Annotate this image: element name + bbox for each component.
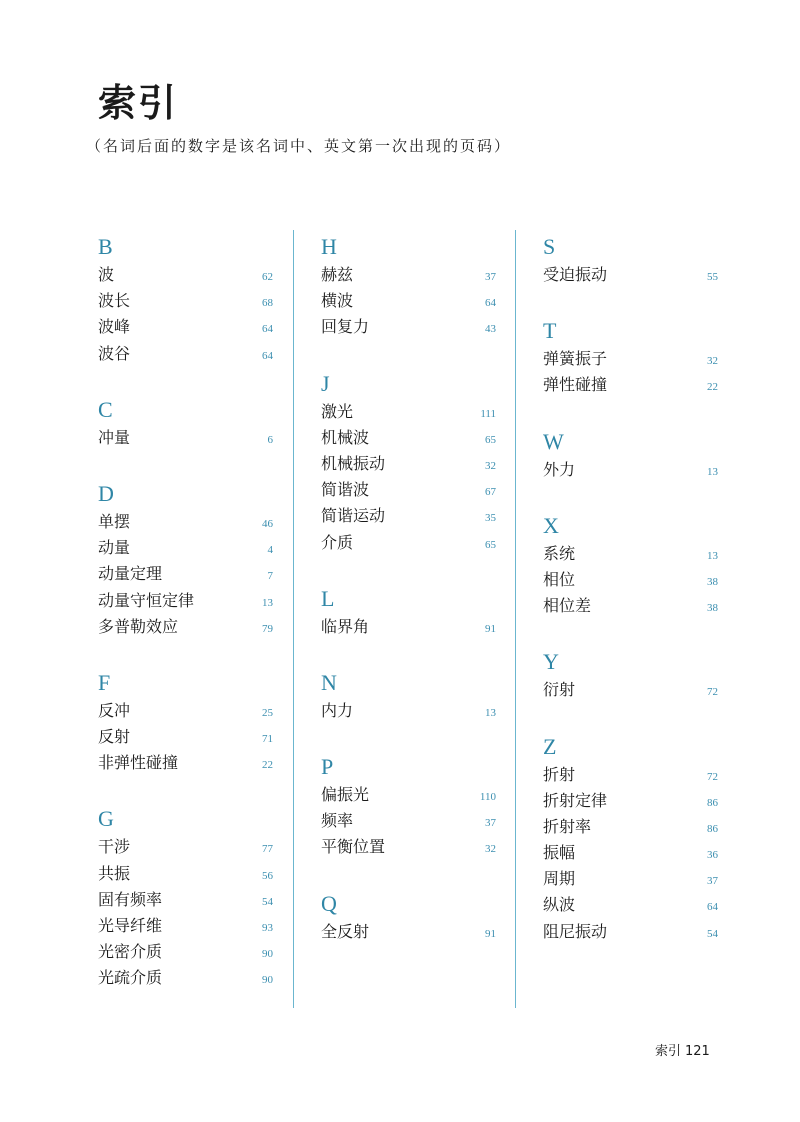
index-term: 赫兹	[321, 265, 354, 284]
index-page-number: 13	[262, 596, 273, 609]
index-section-g	[98, 804, 273, 991]
section-letter: X	[543, 512, 559, 538]
index-entry	[321, 530, 496, 556]
index-page-number: 72	[707, 686, 718, 699]
index-column-3	[543, 232, 718, 945]
index-term: 机械振动	[321, 453, 386, 473]
index-entry	[321, 451, 496, 477]
section-letter: Y	[543, 649, 559, 675]
index-page-number: 36	[707, 849, 718, 862]
index-entry	[543, 788, 718, 814]
index-page-number: 32	[485, 459, 496, 472]
index-entry	[321, 425, 496, 451]
index-section-d	[98, 479, 273, 640]
index-section-c	[98, 395, 273, 451]
index-entry	[321, 782, 496, 808]
index-page-number: 93	[262, 922, 273, 934]
index-entry	[98, 341, 273, 367]
index-page-number: 86	[707, 822, 718, 835]
index-entry	[98, 834, 273, 860]
section-letter: C	[98, 396, 113, 422]
index-page-number: 7	[267, 570, 273, 583]
index-term: 折射率	[543, 816, 592, 836]
index-page-number: 37	[707, 875, 718, 888]
index-page-number: 22	[707, 381, 718, 394]
index-entry	[321, 314, 496, 340]
index-entry	[321, 503, 496, 529]
index-page-number: 13	[707, 465, 718, 478]
index-entry	[98, 561, 273, 587]
index-section-w	[543, 427, 718, 483]
index-section-j	[321, 369, 496, 556]
index-entry	[98, 724, 273, 750]
index-term: 弹性碰撞	[543, 375, 608, 395]
index-page-number: 32	[485, 843, 496, 856]
index-term: 受迫振动	[543, 265, 608, 284]
index-term: 动量	[98, 538, 131, 558]
column-divider	[515, 230, 516, 1008]
index-term: 介质	[321, 532, 354, 552]
index-section-x	[543, 511, 718, 620]
index-term: 外力	[543, 459, 576, 479]
index-page-number: 4	[267, 544, 273, 557]
index-entry	[98, 939, 273, 965]
index-term: 波峰	[98, 317, 131, 337]
index-term: 波长	[98, 291, 131, 311]
page-subtitle: （名词后面的数字是该名词中、英文第一次出现的页码）	[86, 137, 512, 155]
index-term: 横波	[321, 291, 354, 311]
section-letter: S	[543, 234, 556, 259]
index-term: 干涉	[98, 837, 131, 857]
page-footer	[655, 1043, 714, 1061]
index-entry	[98, 614, 273, 640]
index-page-number: 65	[485, 538, 496, 551]
index-page-number: 71	[262, 733, 273, 746]
index-page-number: 91	[485, 622, 496, 635]
index-term: 相位	[543, 569, 576, 589]
footer-label: 索引	[655, 1044, 682, 1059]
index-entry	[98, 887, 273, 913]
index-section-t	[543, 316, 718, 398]
index-entry	[321, 477, 496, 503]
index-term: 频率	[321, 811, 354, 831]
index-entry	[543, 892, 718, 918]
index-page-number: 54	[262, 895, 273, 908]
index-page-number: 13	[707, 549, 718, 562]
index-term: 光疏介质	[98, 968, 163, 988]
section-letter: Z	[543, 733, 557, 759]
index-entry	[543, 919, 718, 945]
index-term: 共振	[98, 863, 131, 883]
index-page-number: 46	[262, 517, 273, 530]
section-letter: D	[98, 480, 114, 506]
index-page-number: 54	[707, 927, 718, 940]
index-term: 机械波	[321, 427, 370, 447]
index-section-f	[98, 668, 273, 777]
index-entry	[98, 861, 273, 887]
index-entry	[543, 567, 718, 593]
index-term: 相位差	[543, 596, 592, 616]
index-term: 衍射	[543, 680, 576, 700]
index-term: 反冲	[98, 700, 131, 720]
index-page-number: 111	[480, 407, 496, 420]
index-entry	[98, 698, 273, 724]
index-entry	[543, 677, 718, 703]
index-term: 波	[98, 265, 115, 284]
index-page-number: 35	[485, 512, 496, 525]
index-page-number: 86	[707, 796, 718, 809]
index-term: 波谷	[98, 343, 131, 363]
index-term: 单摆	[98, 511, 131, 531]
section-letter: W	[543, 428, 564, 454]
index-section-b	[98, 232, 273, 367]
index-column-2	[321, 232, 496, 945]
index-term: 全反射	[321, 921, 370, 941]
section-letter: J	[321, 370, 330, 396]
index-page-number: 91	[485, 927, 496, 940]
index-entry	[321, 288, 496, 314]
index-term: 折射	[543, 764, 576, 784]
index-entry	[543, 814, 718, 840]
index-page-number: 37	[485, 817, 496, 830]
index-term: 冲量	[98, 427, 131, 447]
index-section-n	[321, 668, 496, 724]
index-entry	[543, 372, 718, 398]
index-page-number: 65	[485, 433, 496, 446]
index-entry	[543, 866, 718, 892]
section-letter: H	[321, 234, 337, 259]
index-entry	[543, 840, 718, 866]
index-page-number: 22	[262, 759, 273, 772]
index-entry	[321, 262, 496, 288]
index-entry	[543, 593, 718, 619]
index-page-number: 72	[707, 770, 718, 783]
index-section-y	[543, 647, 718, 703]
section-letter: N	[321, 669, 337, 695]
index-term: 反射	[98, 727, 131, 747]
index-term: 系统	[543, 543, 576, 563]
column-divider	[293, 230, 294, 1008]
section-letter: T	[543, 318, 557, 344]
index-page-number: 25	[262, 706, 273, 719]
index-entry	[98, 750, 273, 776]
index-entry	[98, 314, 273, 340]
index-page-number: 38	[707, 602, 718, 615]
index-term: 折射定律	[543, 790, 608, 810]
index-entry	[321, 614, 496, 640]
index-page-number: 77	[262, 843, 273, 856]
index-section-h	[321, 232, 496, 341]
index-page-number: 90	[262, 948, 273, 961]
index-term: 振幅	[543, 843, 576, 863]
index-page-number: 56	[262, 869, 273, 882]
index-section-p	[321, 752, 496, 861]
index-entry	[98, 425, 273, 451]
index-page-number: 79	[262, 622, 273, 635]
index-term: 阻尼振动	[543, 921, 608, 941]
index-page-number: 67	[485, 486, 496, 499]
section-letter: G	[98, 806, 114, 832]
index-term: 动量定理	[98, 564, 163, 584]
index-entry	[98, 509, 273, 535]
index-term: 纵波	[543, 895, 576, 915]
index-page-number: 32	[707, 355, 718, 368]
index-page-number: 64	[707, 901, 718, 914]
index-page-number: 55	[707, 271, 718, 283]
index-term: 光密介质	[98, 942, 163, 962]
index-page-number: 6	[267, 433, 273, 446]
index-entry	[98, 288, 273, 314]
index-page-number: 64	[262, 323, 273, 336]
index-entry	[543, 762, 718, 788]
section-letter: Q	[321, 890, 337, 916]
index-term: 临界角	[321, 616, 370, 636]
index-term: 内力	[321, 700, 354, 720]
index-term: 动量守恒定律	[98, 590, 195, 610]
index-term: 激光	[321, 401, 354, 421]
index-page-number: 64	[485, 297, 496, 310]
index-entry	[98, 262, 273, 288]
index-page-number: 90	[262, 974, 273, 987]
index-term: 固有频率	[98, 889, 163, 909]
section-letter: P	[321, 754, 334, 780]
index-entry	[98, 588, 273, 614]
index-term: 简谐波	[321, 480, 370, 500]
index-section-z	[543, 732, 718, 945]
index-page-number: 38	[707, 575, 718, 588]
index-entry	[543, 346, 718, 372]
index-term: 非弹性碰撞	[98, 753, 179, 773]
index-entry	[543, 262, 718, 288]
index-entry	[543, 541, 718, 567]
index-entry	[321, 834, 496, 860]
index-term: 回复力	[321, 317, 370, 337]
index-entry	[98, 965, 273, 991]
index-page-number: 110	[479, 791, 496, 804]
page-title: 索引	[98, 81, 179, 125]
index-page-number: 43	[485, 323, 496, 336]
index-entry	[98, 535, 273, 561]
index-term: 平衡位置	[321, 837, 386, 857]
index-entry	[321, 919, 496, 945]
index-entry	[543, 457, 718, 483]
index-term: 光导纤维	[98, 916, 163, 935]
index-column-1	[98, 232, 273, 992]
index-entry	[321, 808, 496, 834]
index-section-q	[321, 889, 496, 945]
index-page-number: 68	[262, 297, 273, 310]
index-page-number: 37	[485, 271, 496, 283]
index-term: 简谐运动	[321, 506, 386, 526]
section-letter: F	[98, 669, 111, 695]
index-page-number: 64	[262, 349, 273, 362]
index-term: 周期	[543, 869, 576, 889]
index-term: 多普勒效应	[98, 616, 179, 636]
index-page-number: 13	[485, 706, 496, 719]
index-entry	[98, 913, 273, 939]
index-section-s	[543, 232, 718, 288]
index-page-number: 62	[262, 271, 273, 283]
section-letter: L	[321, 585, 335, 611]
index-term: 偏振光	[321, 785, 370, 805]
section-letter: B	[98, 234, 113, 259]
index-entry	[321, 399, 496, 425]
index-section-l	[321, 584, 496, 640]
page-number: 121	[685, 1044, 710, 1059]
index-term: 弹簧振子	[543, 349, 608, 369]
index-entry	[321, 698, 496, 724]
